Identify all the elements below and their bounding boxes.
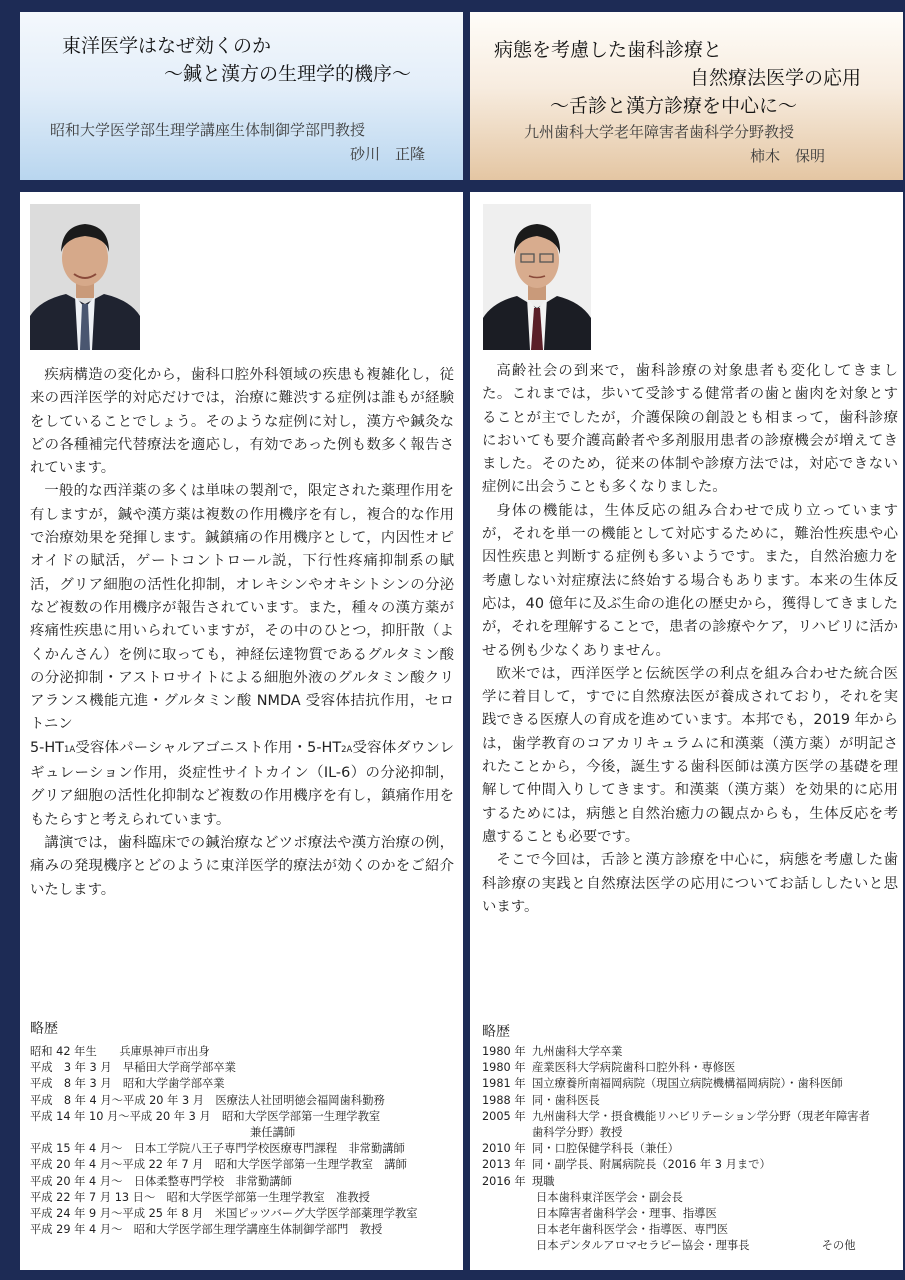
right-title-line2: 自然療法医学の応用 [690,67,862,89]
bio-other: その他 [821,1239,856,1253]
portrait-right-image [483,204,591,350]
bio-item: 1981 年 国立療養所南福岡病院（現国立病院機構福岡病院）・歯科医師 [482,1077,843,1091]
right-bio-title: 略歴 [482,1024,510,1040]
left-paragraph-2-b: 受容体パーシャルアゴニスト作用・ [75,739,308,756]
left-paragraph-2 [30,480,454,831]
bio-item: 1988 年 同・歯科医長 [482,1093,600,1107]
left-bio-list [30,1044,460,1238]
left-panel [20,192,463,1270]
left-title-box [20,12,463,180]
bio-item: 平成 20 年 4 月～平成 22 年 7 月 昭和大学医学部第一生理学教室 講師 [30,1158,407,1172]
bio-item: 2005 年 九州歯科大学・摂食機能リハビリテーション学分野（現老年障害者 [482,1109,870,1123]
right-paragraph-3: 欧米では，西洋医学と伝統医学の利点を組み合わせた統合医学に着目して，すでに自然療法医が養成されており，それを実践できる医療人の育成を進めています。本邦でも，2019 年からは，歯学教育のコアカリキュラムに和漢薬（漢方薬）が明記されたことから，今後，誕生する歯科医師は漢方医学の基礎を理解して仲間入りしてきます。和漢薬（漢方薬）を効果的に応用するためには，病態と自然治癒力の観点からも，生体反応を考慮することも必要です。 [482,665,898,845]
bio-item: 平成 14 年 10 月～平成 20 年 3 月 昭和大学医学部第一生理学教室 [30,1109,381,1123]
bio-item: 平成 20 年 4 月～ 日体柔整専門学校 非常勤講師 [30,1174,292,1188]
left-paragraph-3: 講演では，歯科臨床での鍼治療などツボ療法や漢方治療の例，痛みの発現機序とどのように東洋医学的療法が効くのかをご紹介いたします。 [30,834,454,898]
left-paragraph-1: 疾病構造の変化から，歯科口腔外科領域の疾患も複雑化し，従来の西洋医学的対応だけでは，治療に難渋する症例は誰もが経験をしていることでしょう。そのような症例に対し，漢方や鍼灸などの各種補完代替療法を適応し，有効であった例も数多く報告されています。 [30,367,454,477]
right-affiliation: 九州歯科大学老年障害者歯科学分野教授 [524,123,795,141]
left-author: 砂川 正隆 [350,145,426,163]
right-body-text [482,360,898,919]
right-paragraph-4: そこで今回は，舌診と漢方診療を中心に，病態を考慮した歯科診療の実践と自然療法医学の応用についてお話ししたいと思います。 [482,852,898,915]
bio-item: 昭和 42 年生 兵庫県神戸市出身 [30,1045,210,1058]
right-title-line1: 病態を考慮した歯科診療と [494,39,723,61]
bio-item: 1980 年 九州歯科大学卒業 [482,1045,623,1058]
speaker-photo-left [30,204,140,350]
bio-position-last: 日本デンタルアロマセラピー協会・理事長 その他 [482,1238,902,1254]
bio-position: 日本老年歯科医学会・指導医、専門医 [536,1223,729,1237]
ht2a-label: 5-HT [307,739,342,756]
ht2a-sub: 2A [341,744,353,755]
bio-item: 平成 22 年 7 月 13 日～ 昭和大学医学部第一生理学教室 准教授 [30,1190,370,1204]
left-affiliation: 昭和大学医学部生理学講座生体制御学部門教授 [50,121,366,139]
left-body-text [30,364,454,902]
ht1a-label: 5-HT [30,739,64,756]
right-paragraph-1: 高齢社会の到来で，歯科診療の対象患者も変化してきました。これまでは，歩いて受診する健常者の歯と歯肉を対象とすることが主でしたが，介護保険の創設とも相まって，歯科診療においても要介護高齢者や多剤服用患者の診療機会が増えてきました。そのため，従来の体制や診療方法では，対応できない症例に出会うことも多くなりました。 [482,363,898,496]
right-author: 柿木 保明 [750,147,826,165]
speaker-photo-right [483,204,591,350]
bio-item: 平成 8 年 4 月～平成 20 年 3 月 医療法人社団明徳会福岡歯科勤務 [30,1093,385,1107]
left-paragraph-2-c: 受容体ダウンレギュレーション作用，炎症性サイトカイン（IL-6）の分泌抑制，グリア細胞の活性化抑制など複数の作用機序を有し，鎮痛作用をもたらすと考えられています。 [30,739,454,828]
left-paragraph-2-a: 一般的な西洋薬の多くは単味の製剤で，限定された薬理作用を有しますが，鍼や漢方薬は複数の作用機序を有し，複合的な作用で治療効果を発揮します。鍼鎮痛の作用機序として，内因性オピオイドの賦活，ゲートコントロール説，下行性疼痛抑制系の賦活，グリア細胞の活性化抑制，オレキシンやオキシトシンの分泌など複数の作用機序が報告されています。また，種々の漢方薬が疼痛性疾患に用いられていますが，その中のひとつ，抑肝散（よくかんさん）を例に取っても，神経伝達物質であるグルタミン酸の分泌抑制・アストロサイトによる細胞外液のグルタミン酸クリアランス機能亢進・グルタミン酸 NMDA 受容体拮抗作用，セロトニン [30,483,454,733]
bio-item: 平成 24 年 9 月～平成 25 年 8 月 米国ピッツバーグ大学医学部薬理学教室 [30,1207,418,1221]
portrait-left-image [30,204,140,350]
bio-item: 平成 15 年 4 月～ 日本工学院八王子専門学校医療専門課程 非常勤講師 [30,1142,405,1156]
bio-position: 日本歯科東洋医学会・副会長 [536,1190,683,1204]
bio-item: 歯科学分野）教授 [532,1126,623,1140]
right-bio-list [482,1044,902,1255]
bio-item: 兼任講師 [250,1126,296,1140]
bio-item: 2013 年 同・副学長、附属病院長（2016 年 3 月まで） [482,1158,771,1172]
left-title-line2: ～鍼と漢方の生理学的機序～ [164,63,412,85]
bio-item: 2016 年 現職 [482,1174,555,1188]
bio-item: 1980 年 産業医科大学病院歯科口腔外科・専修医 [482,1061,736,1075]
right-panel [470,192,903,1270]
left-title-line1: 東洋医学はなぜ効くのか [62,35,272,57]
left-bio-title: 略歴 [30,1021,58,1037]
right-title-box [470,12,903,180]
bio-item: 平成 3 年 3 月 早稲田大学商学部卒業 [30,1061,236,1075]
right-title-line3: ～舌診と漢方診療を中心に～ [550,95,798,117]
bio-item: 平成 8 年 3 月 昭和大学歯学部卒業 [30,1077,225,1091]
right-paragraph-2: 身体の機能は，生体反応の組み合わせで成り立っていますが，それを単一の機能として対応するために，難治性疾患や心因性疾患と判断する症例も多いようです。また，自然治癒力を考慮しない対症療法に終始する場合もあります。本来の生体反応は，40 億年に及ぶ生命の進化の歴史から，獲得してきましたが，それを理解することで，患者の診療やケア，リハビリに活かせる例も少なくありません。 [482,502,898,659]
ht1a-sub: 1A [63,744,76,755]
bio-item: 2010 年 同・口腔保健学科長（兼任） [482,1142,679,1156]
bio-item: 平成 29 年 4 月～ 昭和大学医学部生理学講座生体制御学部門 教授 [30,1223,383,1237]
bio-position: 日本障害者歯科学会・理事、指導医 [536,1207,717,1221]
